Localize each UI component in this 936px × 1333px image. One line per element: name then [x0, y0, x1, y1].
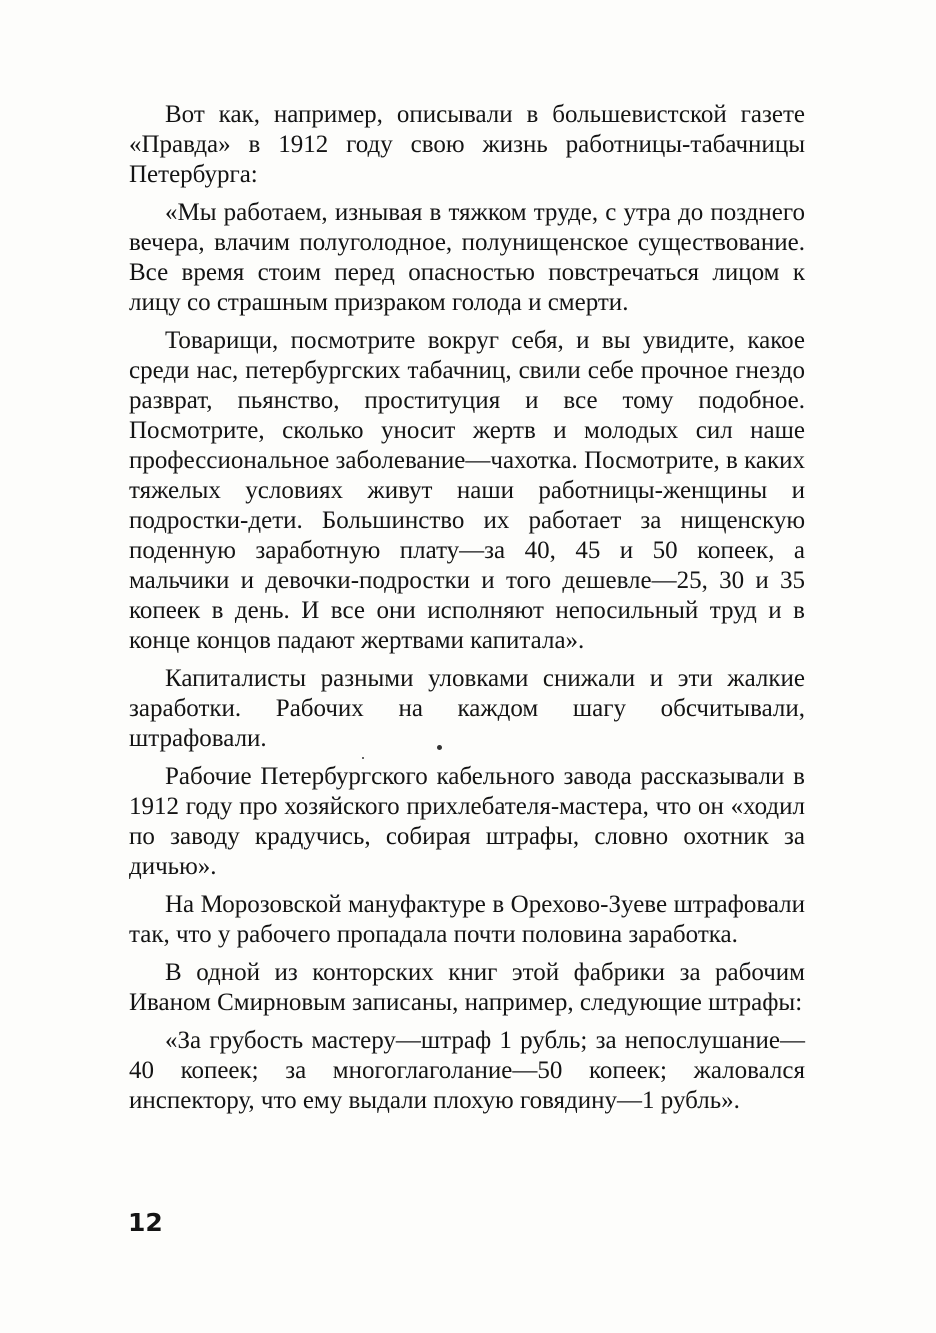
body-text [129, 100, 805, 1124]
paragraph-fines-quote: «За грубость мастеру—штраф 1 рубль; за непослушание—40 копеек; за многоглаголание—50 копеек; жаловался инспектору, что ему выдали плохую говядину—1 рубль». [129, 1027, 805, 1114]
paragraph-capitalists: Капиталисты разными уловками снижали и эти жалкие заработки. Рабочих на каждом шагу обсчитывали, штрафовали. [129, 665, 805, 752]
print-speck [437, 745, 442, 750]
paragraph-quote-start: «Мы работаем, изнывая в тяжком труде, с утра до позднего вечера, влачим полуголодное, полунищенское существование. Все время стоим перед опасностью повстречаться лицом к лицу со страшным призраком голода и смерти. [129, 199, 805, 316]
paragraph-cable-factory: Рабочие Петербургского кабельного завода рассказывали в 1912 году про хозяйского прихлебателя-мастера, что он «ходил по заводу крадучись, собирая штрафы, словно охотник за дичью». [129, 763, 805, 880]
paragraph-ledger: В одной из конторских книг этой фабрики за рабочим Иваном Смирновым записаны, например, следующие штрафы: [129, 959, 805, 1016]
print-speck [362, 757, 364, 759]
paragraph-morozov: На Морозовской мануфактуре в Орехово-Зуеве штрафовали так, что у рабочего пропадала почти половина заработка. [129, 891, 805, 948]
paragraph-intro: Вот как, например, описывали в большевистской газете «Правда» в 1912 году свою жизнь работницы-табачницы Петербурга: [129, 101, 805, 188]
page-number: 12 [128, 1208, 163, 1237]
paragraph-quote-comrades: Товарищи, посмотрите вокруг себя, и вы увидите, какое среди нас, петербургских табачниц, свили себе прочное гнездо разврат, пьянство, проституция и все тому подобное. Посмотрите, сколько уносит жертв и молодых сил наше профессиональное заболевание—чахотка. Посмотрите, в каких тяжелых условиях живут наши работницы-женщины и подростки-дети. Большинство их работает за нищенскую поденную заработную плату—за 40, 45 и 50 копеек, а мальчики и девочки-подростки и того дешевле—25, 30 и 35 копеек в день. И все они исполняют непосильный труд и в конце концов падают жертвами капитала». [129, 327, 805, 654]
